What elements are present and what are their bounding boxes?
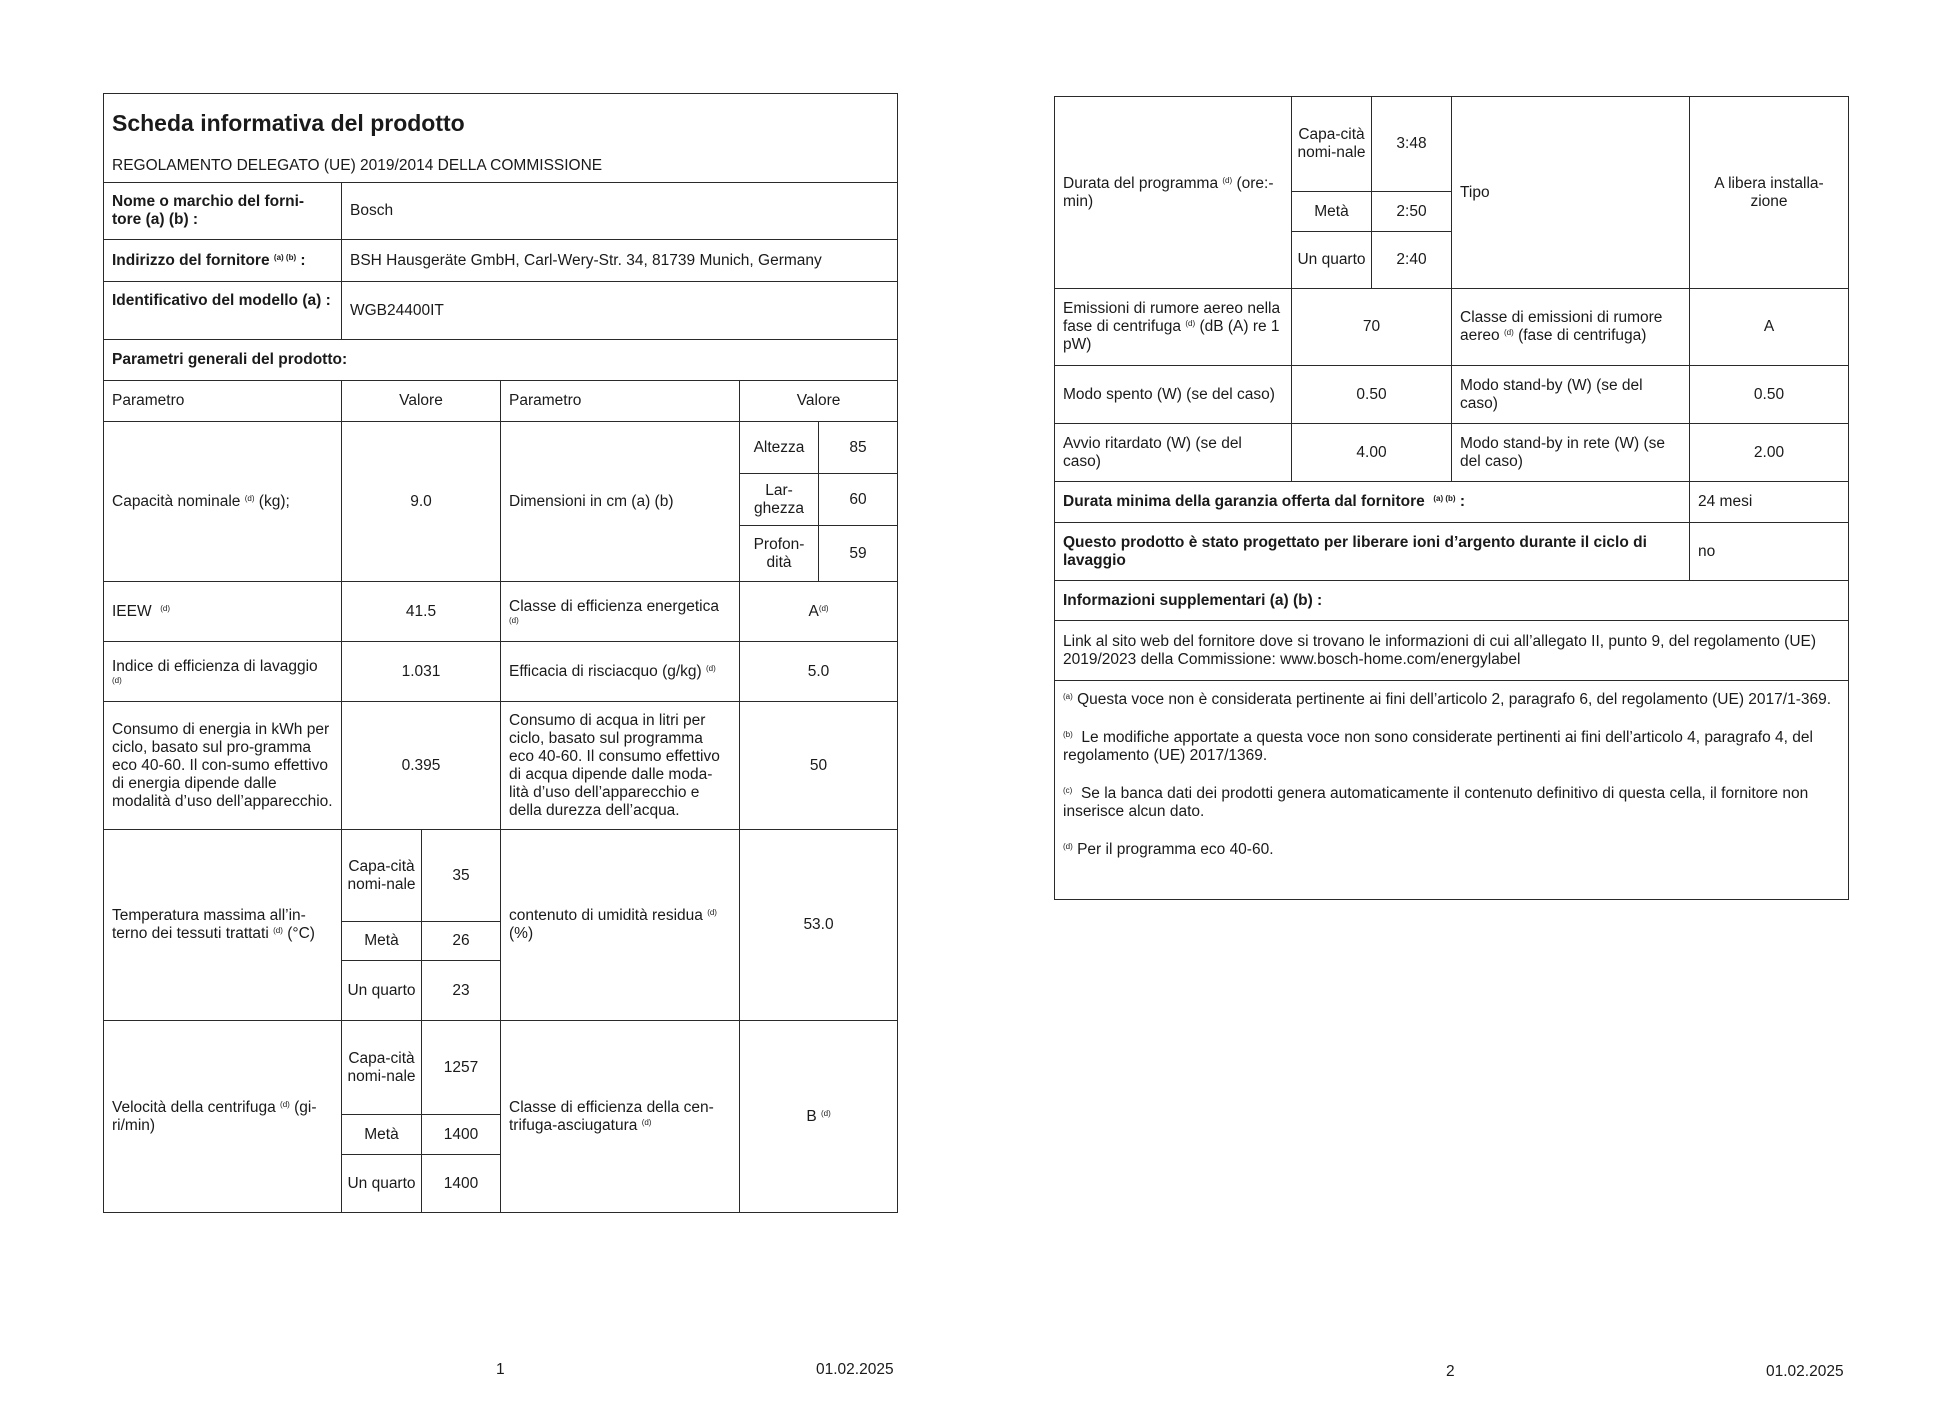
temp-quarter-value: 23 — [422, 961, 501, 1021]
page-2 — [967, 0, 1934, 1414]
col-header-value-right: Valore — [740, 381, 898, 422]
guarantee-label-cell: Durata minima della garanzia offerta dal fornitore $^{(a) (b)}$ : — [1055, 482, 1690, 523]
ref-b: (b) — [1063, 730, 1073, 739]
spin-class-value-cell — [740, 1021, 898, 1213]
spin-label-cell — [104, 1021, 342, 1213]
guarantee-refs: (a) (b) — [1433, 494, 1456, 503]
ref-d: (d) — [280, 1099, 290, 1109]
ref-d: (d) — [1503, 328, 1514, 337]
page-number: 1 — [496, 1361, 505, 1378]
noise-value: 70 — [1292, 289, 1452, 366]
guarantee-value: 24 mesi — [1690, 482, 1849, 523]
page-number: 2 — [1446, 1363, 1455, 1380]
ieew-value: 41.5 — [342, 582, 501, 642]
ref-d: (d) — [1063, 842, 1073, 851]
spin-load-half: Metà — [342, 1115, 422, 1155]
temp-rated-value: 35 — [422, 830, 501, 922]
footnotes-cell — [1055, 681, 1849, 900]
spin-half-value: 1400 — [422, 1115, 501, 1155]
guarantee-label: Durata minima della garanzia offerta dal fornitore — [1063, 493, 1425, 510]
ref-d: (d) — [641, 1117, 652, 1127]
model-label: Identificativo del modello (a) : — [104, 282, 342, 340]
networked-standby-label: Modo stand-by in rete (W) (se del caso) — [1452, 424, 1690, 482]
energy-consumption-label: Consumo di energia in kWh per ciclo, basato sul pro-gramma eco 40-60. Il con-sumo effettivo di energia dipende dalle modalità d’uso dell’apparecchio. — [104, 702, 342, 830]
document-title: Scheda informativa del prodotto — [112, 110, 465, 137]
duration-quarter-value: 2:40 — [1372, 232, 1452, 289]
noise-label: Emissioni di rumore aereo nella fase di centrifuga — [1063, 300, 1281, 335]
ref-d: (d) — [273, 926, 283, 935]
ref-d: (d) — [160, 603, 171, 613]
supplier-link-text: Link al sito web del fornitore dove si trovano le informazioni di cui all’allegato II, punto 9, del regolamento (UE) 2019/2023 della Commissione: www.bosch-home.com/energylabel — [1055, 621, 1849, 681]
page-date: 01.02.2025 — [816, 1361, 894, 1378]
rated-capacity-label-cell — [104, 422, 342, 582]
duration-load-rated: Capa-cità nomi-nale — [1292, 97, 1372, 192]
supplier-name: Bosch — [342, 183, 898, 240]
ieew-label-cell — [104, 582, 342, 642]
delay-value: 4.00 — [1292, 424, 1452, 482]
ref-d: (d) — [244, 493, 255, 503]
off-mode-value: 0.50 — [1292, 366, 1452, 424]
temp-half-value: 26 — [422, 922, 501, 961]
title-cell — [104, 94, 898, 151]
energy-class-value-cell — [740, 582, 898, 642]
footnote-a-text: Questa voce non è considerata pertinente ai fini dell’articolo 2, paragrafo 6, del regolamento (UE) 2017/1-369. — [1077, 691, 1832, 708]
duration-unit: (ore:-min) — [1063, 174, 1274, 210]
additional-info-heading: Informazioni supplementari (a) (b) : — [1055, 581, 1849, 621]
dimensions-label: Dimensioni in cm (a) (b) — [501, 422, 740, 582]
spin-label: Velocità della centrifuga — [112, 1098, 276, 1116]
supplier-address-label: Indirizzo del fornitore — [112, 251, 270, 269]
ref-d: (d) — [820, 1108, 831, 1118]
duration-load-quarter: Un quarto — [1292, 232, 1372, 289]
supplier-address-label-cell: Indirizzo del fornitore $^{(a) (b)}$ : — [104, 240, 342, 282]
supplier-address: BSH Hausgeräte GmbH, Carl-Wery-Str. 34, 81739 Munich, Germany — [342, 240, 898, 282]
depth-label: Profon-dità — [740, 526, 819, 582]
product-info-table-1 — [103, 93, 898, 1213]
duration-load-half: Metà — [1292, 192, 1372, 232]
supplier-address-refs: (a) (b) — [273, 252, 297, 262]
ieew-label: IEEW — [112, 602, 152, 620]
duration-label-cell — [1055, 97, 1292, 289]
spin-class-value: B — [806, 1107, 817, 1125]
depth-value: 59 — [819, 526, 898, 582]
noise-class-label: Classe di emissioni di rumore aereo — [1460, 309, 1663, 344]
ref-d: (d) — [818, 603, 829, 613]
moisture-label: contenuto di umidità residua — [509, 907, 703, 924]
temp-load-half: Metà — [342, 922, 422, 961]
rated-capacity-value: 9.0 — [342, 422, 501, 582]
moisture-value: 53.0 — [740, 830, 898, 1021]
rated-capacity-unit: (kg); — [258, 492, 290, 510]
water-consumption-label: Consumo di acqua in litri per ciclo, basato sul programma eco 40-60. Il consumo effettivo di acqua dipende dalle moda-lità d’uso dell’apparecchio e della durezza dell’acqua. — [501, 702, 740, 830]
col-header-param-left: Parametro — [104, 381, 342, 422]
energy-class-label-cell — [501, 582, 740, 642]
ref-a: (a) — [1063, 692, 1073, 701]
footnote-b — [1063, 729, 1840, 765]
type-label: Tipo — [1452, 97, 1690, 289]
delay-label: Avvio ritardato (W) (se del caso) — [1055, 424, 1292, 482]
spin-class-label-cell — [501, 1021, 740, 1213]
regulation-text: REGOLAMENTO DELEGATO (UE) 2019/2014 DELLA COMMISSIONE — [112, 157, 603, 175]
col-header-param-right: Parametro — [501, 381, 740, 422]
rated-capacity-label: Capacità nominale — [112, 492, 241, 510]
supplier-name-label: Nome o marchio del forni-tore (a) (b) : — [104, 183, 342, 240]
ref-d: (d) — [706, 663, 716, 673]
max-temp-label: Temperatura massima all’in-terno dei tessuti trattati — [112, 907, 306, 942]
footnote-c — [1063, 785, 1840, 821]
duration-label: Durata del programma — [1063, 174, 1219, 192]
spin-class-label: Classe di efficienza della cen-trifuga-asciugatura — [509, 1098, 714, 1134]
ref-d: (d) — [1185, 319, 1196, 328]
width-label: Lar-ghezza — [740, 474, 819, 526]
ref-d: (d) — [707, 908, 717, 917]
col-header-value-left: Valore — [342, 381, 501, 422]
max-temp-unit: (°C) — [287, 925, 315, 942]
spin-load-quarter: Un quarto — [342, 1155, 422, 1213]
standby-value: 0.50 — [1690, 366, 1849, 424]
energy-consumption-value: 0.395 — [342, 702, 501, 830]
washing-index-label: Indice di efficienza di lavaggio — [112, 657, 318, 675]
height-value: 85 — [819, 422, 898, 474]
page-date: 01.02.2025 — [1766, 1363, 1844, 1380]
temp-load-quarter: Un quarto — [342, 961, 422, 1021]
off-mode-label: Modo spento (W) (se del caso) — [1055, 366, 1292, 424]
noise-class-label-cell — [1452, 289, 1690, 366]
moisture-label-cell — [501, 830, 740, 1021]
noise-label-cell — [1055, 289, 1292, 366]
rinsing-value: 5.0 — [740, 642, 898, 702]
spin-quarter-value: 1400 — [422, 1155, 501, 1213]
noise-unit: (dB (A) re 1 pW) — [1063, 318, 1280, 353]
networked-standby-value: 2.00 — [1690, 424, 1849, 482]
model-id: WGB24400IT — [342, 282, 898, 340]
general-params-heading: Parametri generali del prodotto: — [104, 340, 898, 381]
product-info-table-2 — [1054, 96, 1849, 900]
energy-class-label: Classe di efficienza energetica — [509, 597, 719, 615]
footnote-d-text: Per il programma eco 40-60. — [1077, 841, 1274, 858]
washing-index-label-cell — [104, 642, 342, 702]
ref-d: (d) — [1222, 175, 1233, 185]
rinsing-label: Efficacia di risciacquo (g/kg) — [509, 662, 702, 680]
ref-c: (c) — [1063, 786, 1073, 795]
moisture-unit: (%) — [509, 925, 534, 942]
duration-rated-value: 3:48 — [1372, 97, 1452, 192]
silver-ions-label: Questo prodotto è stato progettato per liberare ioni d’argento durante il ciclo di lavaggio — [1055, 523, 1690, 581]
rinsing-label-cell — [501, 642, 740, 702]
spin-unit: (gi-ri/min) — [112, 1098, 317, 1134]
footnote-b-text: Le modifiche apportate a questa voce non sono considerate pertinenti ai fini dell’articolo 4, paragrafo 4, del regolamento (UE) 2017/1369. — [1063, 729, 1813, 764]
water-consumption-value: 50 — [740, 702, 898, 830]
noise-class-suffix: (fase di centrifuga) — [1518, 327, 1647, 344]
washing-index-value: 1.031 — [342, 642, 501, 702]
energy-class-value: A — [808, 602, 819, 620]
silver-ions-value: no — [1690, 523, 1849, 581]
ref-d: (d) — [509, 615, 519, 625]
footnote-c-text: Se la banca dati dei prodotti genera automaticamente il contenuto definitivo di questa cella, il fornitore non inserisce alcun dato. — [1063, 785, 1809, 820]
footnote-a — [1063, 691, 1840, 709]
standby-label: Modo stand-by (W) (se del caso) — [1452, 366, 1690, 424]
regulation-cell — [104, 151, 898, 183]
spin-rated-value: 1257 — [422, 1021, 501, 1115]
footnote-d — [1063, 841, 1840, 859]
ref-d: (d) — [112, 675, 122, 685]
type-value: A libera installa-zione — [1690, 97, 1849, 289]
max-temp-label-cell — [104, 830, 342, 1021]
spin-load-rated: Capa-cità nomi-nale — [342, 1021, 422, 1115]
duration-half-value: 2:50 — [1372, 192, 1452, 232]
temp-load-rated: Capa-cità nomi-nale — [342, 830, 422, 922]
height-label: Altezza — [740, 422, 819, 474]
width-value: 60 — [819, 474, 898, 526]
noise-class-value: A — [1690, 289, 1849, 366]
